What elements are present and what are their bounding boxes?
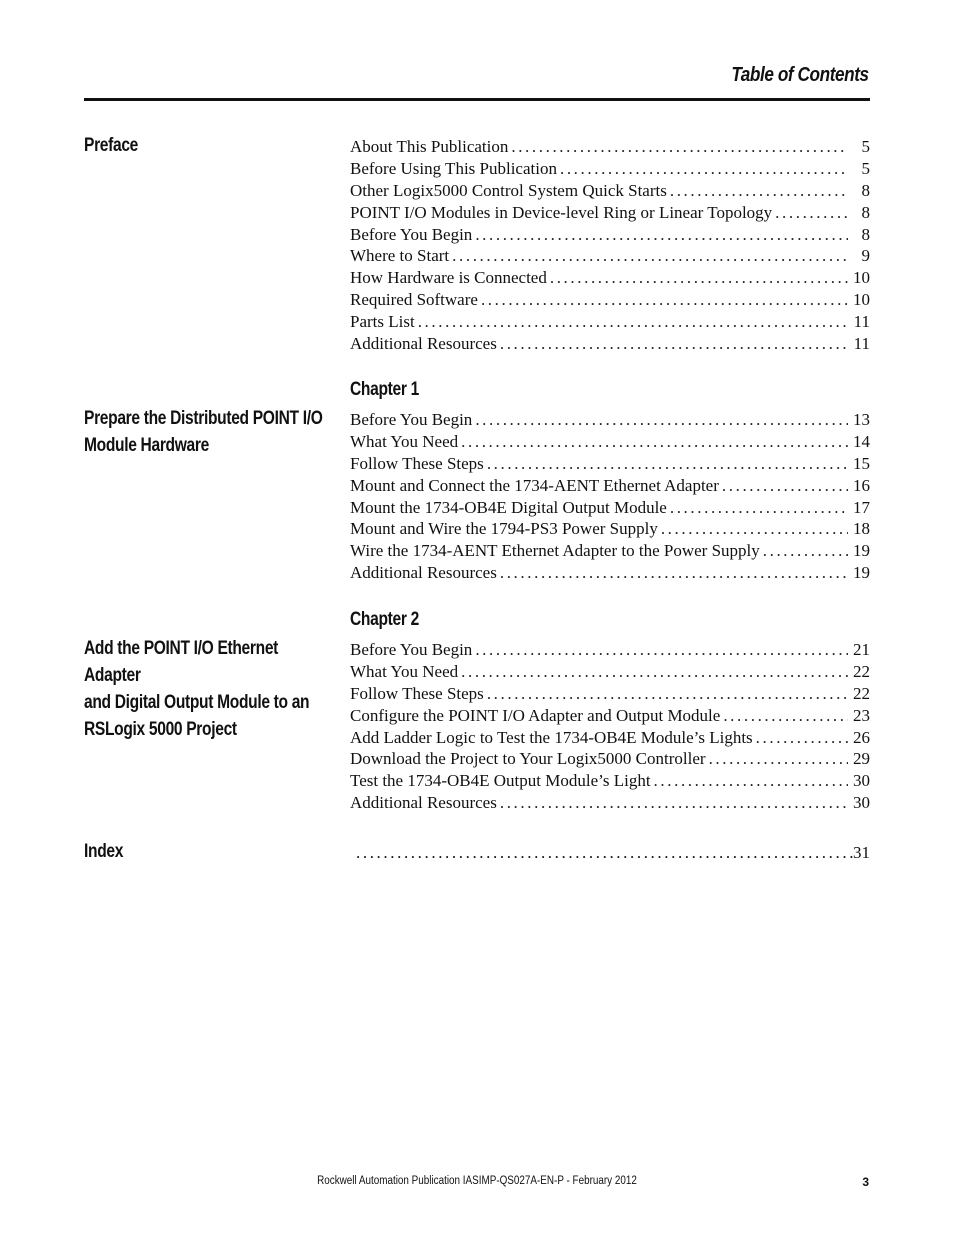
toc-entry-title: Configure the POINT I/O Adapter and Output Module [350,705,721,725]
toc-entry-page: 8 [861,224,870,244]
preface-label-text: Preface [84,135,139,156]
leader-dots [481,289,848,311]
toc-entry-title: Add Ladder Logic to Test the 1734-OB4E Module’s Lights [350,727,753,747]
toc-entry-page: 29 [853,749,870,769]
toc-entry-title: About This Publication [350,137,509,156]
toc-entry[interactable] [350,453,870,475]
toc-entry-title: What You Need [350,661,459,681]
toc-entry-page: 30 [853,771,870,791]
toc-entry-page: 8 [861,202,870,222]
chapter-2-label-line: and Digital Output Module to an [84,692,310,713]
title-divider [84,98,870,101]
chapter-2-entries [350,639,870,814]
toc-entry-title: Where to Start [350,246,450,266]
toc-entry-page: 10 [853,290,870,310]
footer-page-number: 3 [862,1175,869,1189]
toc-entry-page: 11 [853,312,870,332]
toc-entry-page: 19 [853,563,870,583]
toc-entry-title: Required Software [350,290,478,310]
toc-entry-page: 8 [861,180,870,200]
toc-entry[interactable] [350,639,870,661]
toc-entry-page: 11 [853,334,870,354]
toc-entry-title: Wire the 1734-AENT Ethernet Adapter to the Power Supply [350,541,760,561]
toc-entry-page: 17 [853,497,870,517]
toc-entry[interactable] [350,136,870,158]
toc-entry[interactable] [350,770,870,792]
leader-dots [756,727,848,749]
leader-dots [487,453,848,475]
chapter-2-label [84,635,334,743]
toc-entry-page: 13 [853,410,870,429]
toc-entry[interactable] [350,748,870,770]
toc-entry-page: 18 [853,519,870,539]
toc-entry-title: Mount the 1734-OB4E Digital Output Module [350,497,667,517]
leader-dots [452,245,848,267]
leader-dots [475,639,848,661]
toc-entry-page: 30 [853,793,870,813]
toc-entry[interactable] [350,409,870,431]
toc-entry-title: Other Logix5000 Control System Quick Starts [350,180,667,200]
chapter-1-label-line: Prepare the Distributed POINT I/O [84,408,323,429]
toc-entry-title: What You Need [350,431,459,451]
toc-entry[interactable] [350,311,870,333]
leader-dots [461,431,848,453]
toc-entry[interactable] [350,180,870,202]
index-leader-dots [356,842,853,864]
index-label-text: Index [84,841,124,862]
leader-dots [670,497,848,519]
toc-entry-title: Additional Resources [350,334,497,354]
toc-entry-title: Before You Begin [350,640,473,659]
toc-entry[interactable] [350,245,870,267]
leader-dots [418,311,848,333]
chapter-1-heading: Chapter 1 [350,379,419,400]
leader-dots [763,540,848,562]
toc-entry-title: Test the 1734-OB4E Output Module’s Light [350,771,651,791]
leader-dots [487,683,848,705]
toc-entry[interactable] [350,562,870,584]
toc-entry-title: Follow These Steps [350,683,484,703]
index-label [84,838,334,865]
toc-entry-page: 19 [853,541,870,561]
toc-entry[interactable] [350,475,870,497]
leader-dots [475,224,848,246]
leader-dots [722,475,848,497]
index-entry[interactable] [350,842,870,864]
toc-entry[interactable] [350,705,870,727]
leader-dots [500,562,848,584]
toc-entry-title: Follow These Steps [350,453,484,473]
toc-entry-page: 14 [853,431,870,451]
toc-entry-page: 5 [861,137,870,156]
leader-dots [550,267,848,289]
preface-entries [350,136,870,355]
toc-entry[interactable] [350,727,870,749]
toc-entry[interactable] [350,792,870,814]
toc-entry-title: Mount and Wire the 1794-PS3 Power Supply [350,519,658,539]
leader-dots [560,158,848,180]
toc-entry[interactable] [350,158,870,180]
toc-entry-title: Additional Resources [350,563,497,583]
toc-entry[interactable] [350,224,870,246]
leader-dots [511,136,848,158]
leader-dots [709,748,848,770]
chapter-2-label-line: Add the POINT I/O Ethernet Adapter [84,638,279,686]
toc-entry[interactable] [350,289,870,311]
leader-dots [723,705,848,727]
toc-entry[interactable] [350,497,870,519]
toc-entry-page: 16 [853,475,870,495]
toc-entry-page: 10 [853,268,870,288]
toc-entry-title: Before Using This Publication [350,158,557,178]
leader-dots [500,792,848,814]
toc-entry-page: 21 [853,640,870,659]
leader-dots [654,770,848,792]
toc-entry-page: 22 [853,683,870,703]
toc-entry[interactable] [350,267,870,289]
toc-entry-page: 5 [861,158,870,178]
toc-entry-title: Before You Begin [350,410,473,429]
leader-dots [670,180,848,202]
toc-entry-title: Mount and Connect the 1734-AENT Ethernet Adapter [350,475,719,495]
chapter-1-label-line: Module Hardware [84,435,209,456]
toc-entry-title: Additional Resources [350,793,497,813]
leader-dots [475,409,848,431]
toc-entry-page: 22 [853,661,870,681]
chapter-1-label [84,405,334,459]
leader-dots [500,333,848,355]
toc-entry[interactable] [350,202,870,224]
toc-entry[interactable] [350,683,870,705]
toc-entry[interactable] [350,431,870,453]
toc-entry-page: 9 [861,246,870,266]
leader-dots [775,202,848,224]
page-title: Table of Contents [731,64,869,86]
toc-entry-page: 15 [853,453,870,473]
preface-label [84,132,334,159]
toc-entry-title: Parts List [350,312,415,332]
toc-entry[interactable] [350,518,870,540]
toc-entry[interactable] [350,333,870,355]
toc-entry-page: 26 [853,727,870,747]
toc-entry-title: POINT I/O Modules in Device-level Ring or Linear Topology [350,202,773,222]
toc-entry[interactable] [350,661,870,683]
toc-entry-page: 23 [853,705,870,725]
toc-entry-title: Before You Begin [350,224,473,244]
leader-dots [461,661,848,683]
toc-entry-title: How Hardware is Connected [350,268,547,288]
footer-publication: Rockwell Automation Publication IASIMP-QS027A-EN-P - February 2012 [317,1175,637,1187]
toc-entry-title: Download the Project to Your Logix5000 Controller [350,749,706,769]
chapter-1-entries [350,409,870,584]
leader-dots [661,518,848,540]
chapter-2-heading: Chapter 2 [350,609,419,630]
index-page-number: 31 [853,843,870,862]
toc-entry[interactable] [350,540,870,562]
chapter-2-label-line: RSLogix 5000 Project [84,719,237,740]
